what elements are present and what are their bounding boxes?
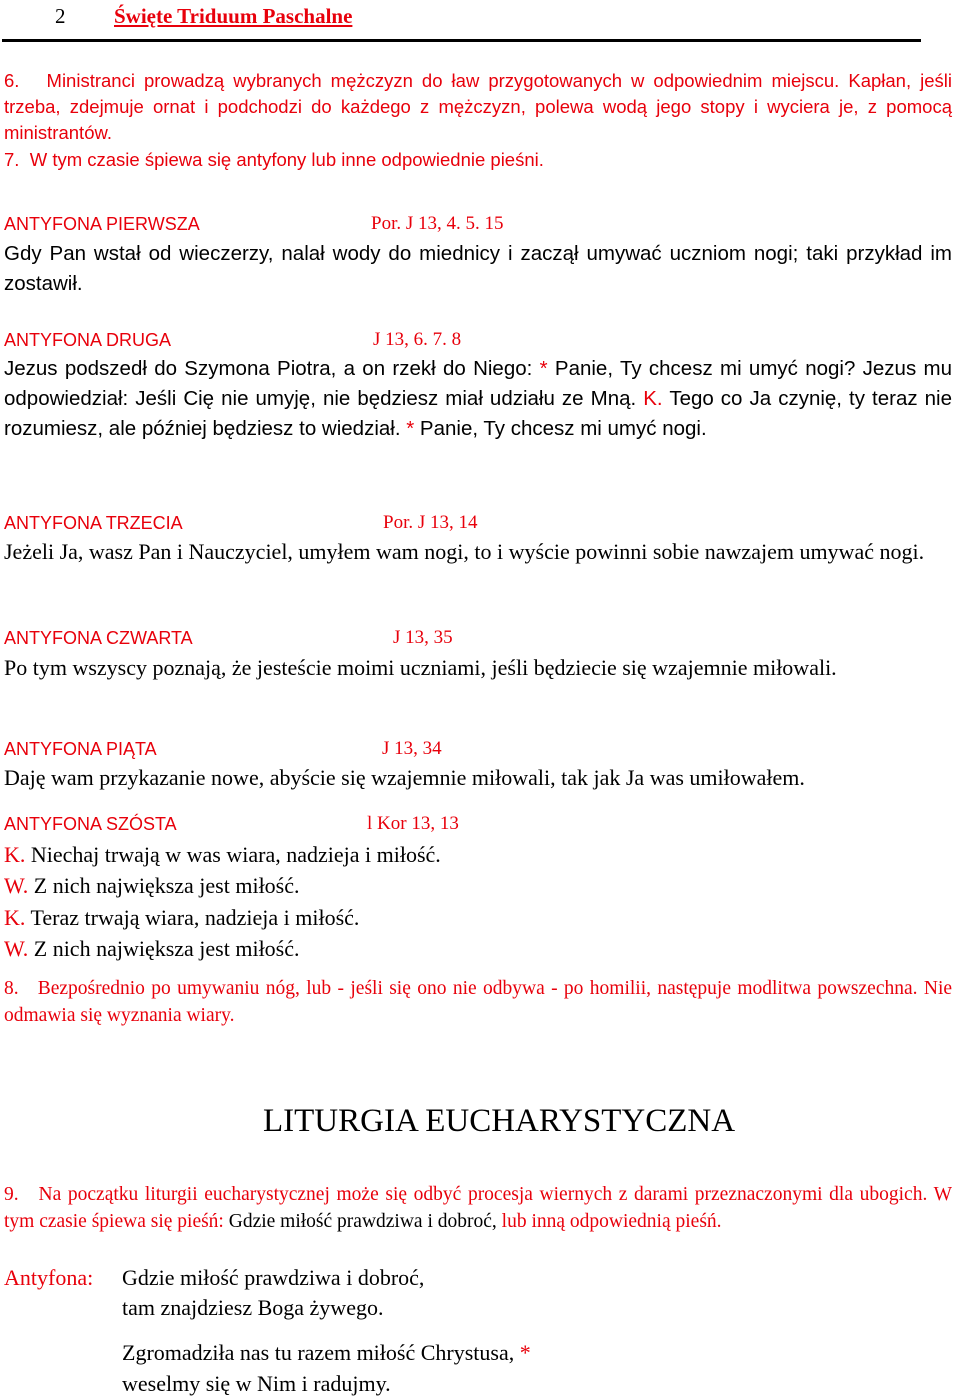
antiphon-1-reference: Por. J 13, 4. 5. 15	[371, 213, 504, 234]
antyfona-line-1: Gdzie miłość prawdziwa i dobroć,	[122, 1265, 425, 1290]
rubric-9-text-end: lub inną odpowiednią pieśń.	[501, 1211, 722, 1232]
rubric-6-number: 6.	[4, 70, 20, 91]
response-mark-k: K.	[4, 905, 26, 930]
section-title: LITURGIA EUCHARYSTYCZNA	[263, 1103, 736, 1139]
antyfona-line-4: weselmy się w Nim i radujmy.	[122, 1371, 391, 1396]
antiphon-2-text-part-4: Panie, Ty chcesz mi umyć nogi.	[419, 417, 707, 440]
response-line	[4, 936, 300, 962]
antyfona-line-3	[122, 1340, 531, 1366]
antiphon-5-reference: J 13, 34	[382, 738, 442, 759]
asterisk-mark: *	[406, 417, 415, 440]
rubric-9-text: Na początku liturgii eucharystycznej może się odbyć procesja wiernych z darami przeznaczonymi dla ubogich. W tym czasie śpiewa się pieśń:	[4, 1184, 953, 1232]
versicle-text: Teraz trwają wiara, nadzieja i miłość.	[30, 905, 360, 930]
antiphon-6-title: ANTYFONA SZÓSTA	[4, 814, 177, 834]
response-text: Z nich największa jest miłość.	[33, 936, 300, 961]
response-text: Z nich największa jest miłość.	[33, 873, 300, 898]
antiphon-6-reference: l Kor 13, 13	[367, 813, 459, 834]
antyfona-line-3-text: Zgromadziła nas tu razem miłość Chrystusa,	[122, 1340, 515, 1365]
antiphon-2-text-part-1: Jezus podszedł do Szymona Piotra, a on rzekł do Niego:	[4, 357, 533, 380]
rubric-6-text: Ministranci prowadzą wybranych mężczyzn do ław przygotowanych w odpowiednim miejscu. Kapłan, jeśli trzeba, zdejmuje ornat i podchodzi do każdego z mężczyzn, polewa wodą jego stopy i wyciera je, z pomocą ministrantów.	[4, 70, 952, 143]
response-line	[4, 873, 300, 899]
versicle-line	[4, 842, 441, 868]
response-mark-w: W.	[4, 873, 29, 898]
page-number: 2	[55, 4, 66, 28]
antyfona-line-2: tam znajdziesz Boga żywego.	[122, 1295, 384, 1320]
antiphon-1-text: Gdy Pan wstał od wieczerzy, nalał wody do miednicy i zaczął umywać uczniom nogi; taki przykład im zostawił.	[4, 242, 952, 295]
response-mark-k: K.	[4, 842, 26, 867]
rubric-7-number: 7.	[4, 149, 20, 170]
song-title: Gdzie miłość prawdziwa i dobroć,	[228, 1211, 497, 1232]
rubric-9-number: 9.	[4, 1184, 19, 1205]
antiphon-4-title: ANTYFONA CZWARTA	[4, 628, 193, 648]
versicle-line	[4, 905, 359, 931]
response-mark-w: W.	[4, 936, 29, 961]
rubric-7	[4, 147, 544, 173]
antiphon-2-reference: J 13, 6. 7. 8	[373, 329, 462, 350]
antiphon-2-text-part-3: Tego co Ja czynię, ty teraz nie rozumiesz, ale później będziesz to wiedział.	[4, 387, 953, 440]
antiphon-4-reference: J 13, 35	[393, 627, 453, 648]
rubric-8-text: Bezpośrednio po umywaniu nóg, lub - jeśli się ono nie odbywa - po homilii, następuje modlitwa powszechna. Nie odmawia się wyznania wiary.	[4, 978, 953, 1026]
antiphon-3-reference: Por. J 13, 14	[383, 512, 478, 533]
antiphon-1-title: ANTYFONA PIERWSZA	[4, 214, 200, 234]
antiphon-4-text: Po tym wszyscy poznają, że jesteście moimi uczniami, jeśli będziecie się wzajemnie miłowali.	[4, 655, 837, 680]
running-title: Święte Triduum Paschalne	[114, 4, 353, 28]
rubric-7-text: W tym czasie śpiewa się antyfony lub inne odpowiednie pieśni.	[29, 149, 544, 170]
asterisk-mark: *	[519, 1340, 531, 1365]
antiphon-5-text: Daję wam przykazanie nowe, abyście się wzajemnie miłowali, tak jak Ja was umiłowałem.	[4, 765, 805, 790]
header-rule	[2, 39, 921, 42]
antiphon-5-title: ANTYFONA PIĄTA	[4, 739, 157, 759]
asterisk-mark: *	[539, 357, 548, 380]
rubric-8	[4, 975, 952, 1029]
rubric-9	[4, 1181, 952, 1235]
response-mark-k: K.	[643, 387, 663, 410]
antiphon-2-text-part-2: Panie, Ty chcesz mi umyć nogi? Jezus mu odpowiedział: Jeśli Cię nie umyję, nie będziesz miał udziału ze Mną.	[4, 357, 952, 410]
versicle-text: Niechaj trwają w was wiara, nadzieja i miłość.	[30, 842, 441, 867]
rubric-8-number: 8.	[4, 978, 19, 999]
antiphon-2-text	[4, 354, 952, 444]
antiphon-3-text: Jeżeli Ja, wasz Pan i Nauczyciel, umyłem wam nogi, to i wyście powinni sobie nawzajem umywać nogi.	[4, 539, 925, 564]
antiphon-3-title: ANTYFONA TRZECIA	[4, 513, 183, 533]
antiphon-2-title: ANTYFONA DRUGA	[4, 330, 172, 350]
rubric-6	[4, 68, 952, 146]
antyfona-label: Antyfona:	[4, 1265, 94, 1290]
